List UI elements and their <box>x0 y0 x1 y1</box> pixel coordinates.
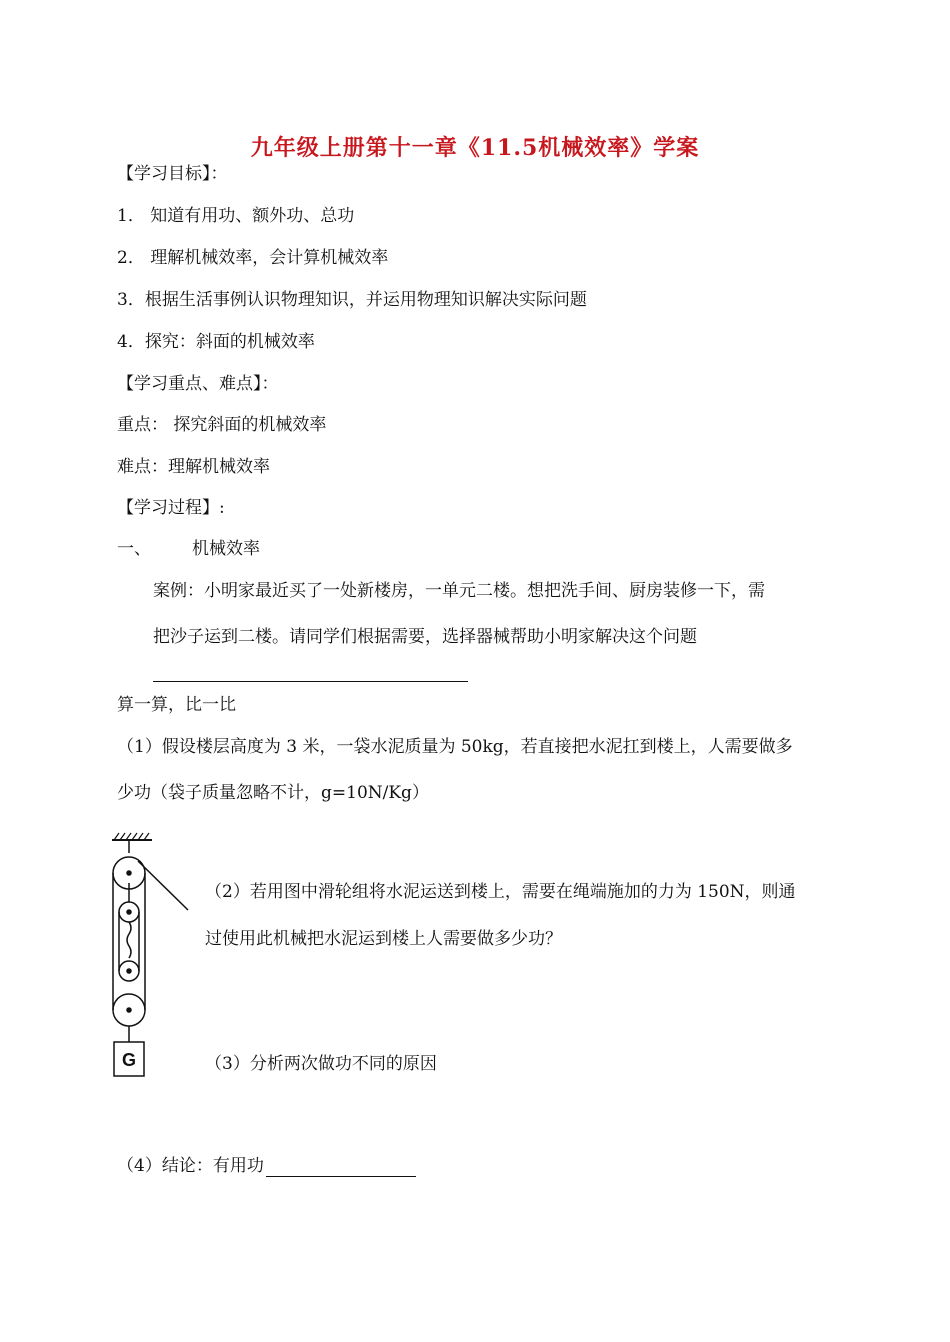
conclusion-blank-line[interactable] <box>266 1158 416 1177</box>
focus-key: 重点： 探究斜面的机械效率 <box>117 415 327 435</box>
weight-block <box>114 1042 144 1076</box>
focus-difficult: 难点：理解机械效率 <box>117 457 270 477</box>
weight-label: G <box>121 1050 137 1070</box>
section-number: 一、 <box>117 539 151 559</box>
goal-item-4: 4．探究：斜面的机械效率 <box>117 332 315 352</box>
goal-item-1: 1． 知道有用功、额外功、总功 <box>117 206 355 226</box>
movable-pulley <box>113 961 145 1026</box>
goal-item-2: 2． 理解机械效率，会计算机械效率 <box>117 248 389 268</box>
answer-blank-line[interactable] <box>153 681 468 682</box>
pulley-system-figure <box>100 828 200 1084</box>
page-title: 九年级上册第十一章《11.5机械效率》学案 <box>250 135 700 161</box>
question-4-text: （4）结论：有用功 <box>117 1156 264 1176</box>
case-text-line2: 把沙子运到二楼。请同学们根据需要，选择器械帮助小明家解决这个问题 <box>153 627 697 647</box>
goal-item-3: 3．根据生活事例认识物理知识，并运用物理知识解决实际问题 <box>117 290 587 310</box>
question-3: （3）分析两次做功不同的原因 <box>205 1054 437 1074</box>
case-text-line1: 案例：小明家最近买了一处新楼房，一单元二楼。想把洗手间、厨房装修一下，需 <box>153 581 765 601</box>
question-2-line2: 过使用此机械把水泥运到楼上人需要做多少功？ <box>205 929 562 949</box>
question-1-line1: （1）假设楼层高度为 3 米，一袋水泥质量为 50kg，若直接把水泥扛到楼上，人需要做多 <box>117 737 793 757</box>
ceiling-support <box>112 833 152 853</box>
focus-heading: 【学习重点、难点】： <box>117 374 279 394</box>
question-2-line1: （2）若用图中滑轮组将水泥运送到楼上，需要在绳端施加的力为 150N，则通 <box>205 882 796 902</box>
section-title: 机械效率 <box>192 539 260 559</box>
process-heading: 【学习过程】: <box>117 498 225 518</box>
goals-heading: 【学习目标】： <box>117 164 228 184</box>
calc-heading: 算一算，比一比 <box>117 695 236 715</box>
question-1-line2: 少功（袋子质量忽略不计，g=10N/Kg） <box>117 783 429 803</box>
question-4 <box>117 1155 416 1177</box>
